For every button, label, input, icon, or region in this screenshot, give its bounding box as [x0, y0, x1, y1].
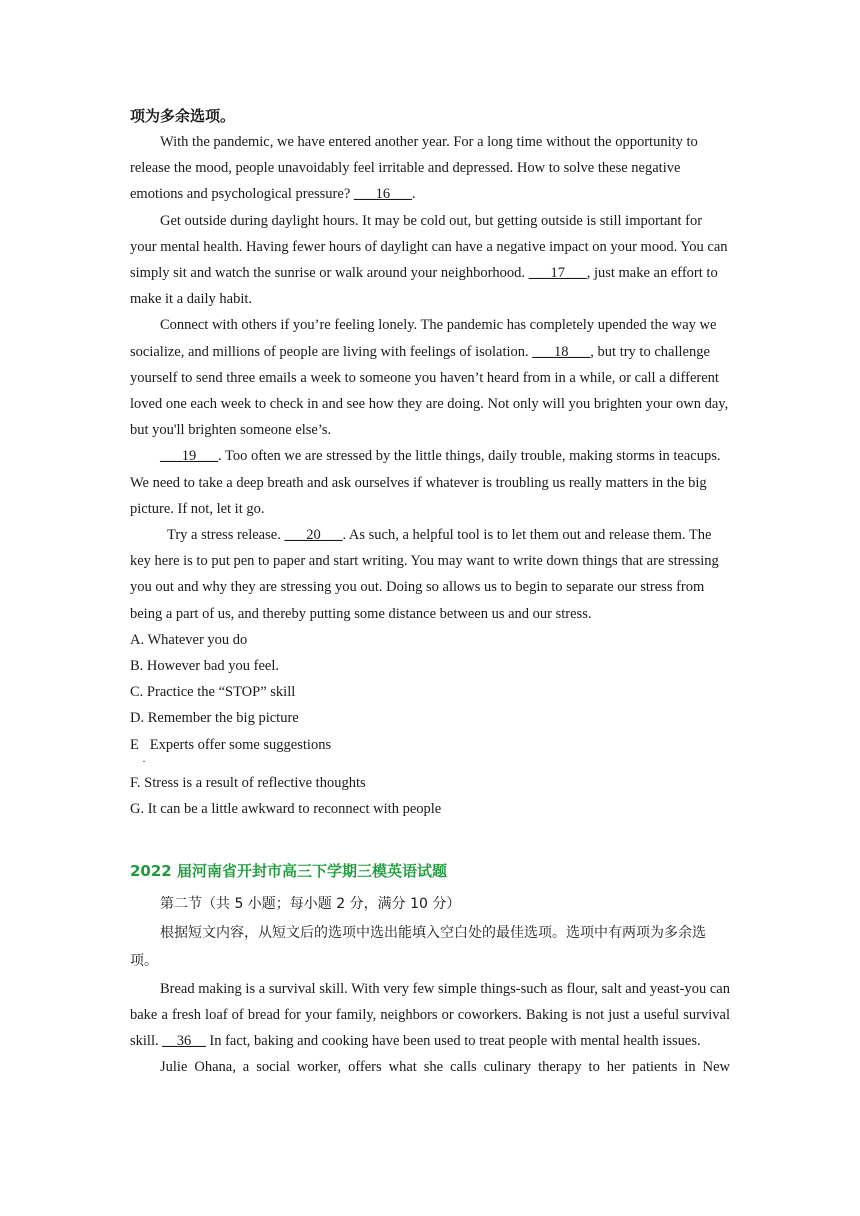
passage1-paragraph-3: Connect with others if you’re feeling lonely. The pandemic has completely upended the way we socialize, and millions of people are living with feelings of isolation. ___18___, but try to challenge yourself to send three emails a week to someone you haven’t heard from in a while, or call a different loved one each week to check in and see how they are doing. Not only will you brighten your own day, but you'll brighten someone else’s. [130, 317, 729, 439]
blank-16: ___16___ [353, 186, 412, 203]
blank-18: ___18___ [532, 343, 591, 360]
section-instruction: 根据短文内容，从短文后的选项中选出能填入空白处的最佳选项。选项中有两项为多余选项。 [130, 924, 706, 970]
passage2-paragraph-1: Bread making is a survival skill. With very few simple things-such as flour, salt and yeast-you can bake a fresh loaf of bread for your family, neighbors or coworkers. Baking is not just a useful survival skill. __36__ In fact, baking and cooking have been used to treat people with mental health issues. [130, 980, 730, 1049]
option-e-text: Experts offer some suggestions [149, 736, 332, 753]
option-e-dot: · [142, 753, 146, 768]
passage1-paragraph-1: With the pandemic, we have entered another year. For a long time without the opportunity to release the mood, people unavoidably feel irritable and depressed. How to solve these negative emotions and psychological pressure? ___16___. [130, 134, 698, 203]
section-subtitle: 第二节（共 5 小题；每小题 2 分，满分 10 分） [160, 896, 461, 913]
option-a: A. Whatever you do [130, 631, 248, 648]
blank-20: ___20___ [284, 527, 343, 544]
passage1-paragraph-4: ___19___. Too often we are stressed by the little things, daily trouble, making storms in teacups. We need to take a deep breath and ask ourselves if whatever is troubling us really matters in the big picture. If not, let it go. [130, 448, 721, 517]
option-d: D. Remember the big picture [130, 710, 299, 727]
instruction-tail: 项为多余选项。 [130, 107, 236, 125]
option-g: G. It can be a little awkward to reconnect with people [130, 800, 442, 817]
passage2-paragraph-2: Julie Ohana, a social worker, offers what she calls culinary therapy to her patients in New [160, 1059, 730, 1076]
passage1-paragraph-5: Try a stress release. ___20___. As such, a helpful tool is to let them out and release them. The key here is to put pen to paper and start writing. You may want to write down things that are stressing you out and why they are stressing you out. Doing so allows us to begin to separate our stress from being a part of us, and thereby putting some distance between us and our stress. [130, 527, 719, 622]
blank-17: ___17___ [528, 265, 587, 282]
section-title: 2022 届河南省开封市高三下学期三模英语试题 [130, 862, 447, 881]
blank-36: __36__ [162, 1032, 206, 1049]
option-b: B. However bad you feel. [130, 658, 279, 675]
option-f: F. Stress is a result of reflective thoughts [130, 774, 366, 791]
passage1-paragraph-2: Get outside during daylight hours. It may be cold out, but getting outside is still important for your mental health. Having fewer hours of daylight can have a negative impact on your mood. You can simply sit and watch the sunrise or walk around your neighborhood. ___17___, just make an effort to make it a daily habit. [130, 212, 728, 308]
option-e-letter: E [130, 736, 139, 753]
blank-19: ___19___ [160, 448, 218, 465]
option-e [130, 732, 730, 770]
option-c: C. Practice the “STOP” skill [130, 684, 296, 701]
document-content [130, 103, 730, 1080]
